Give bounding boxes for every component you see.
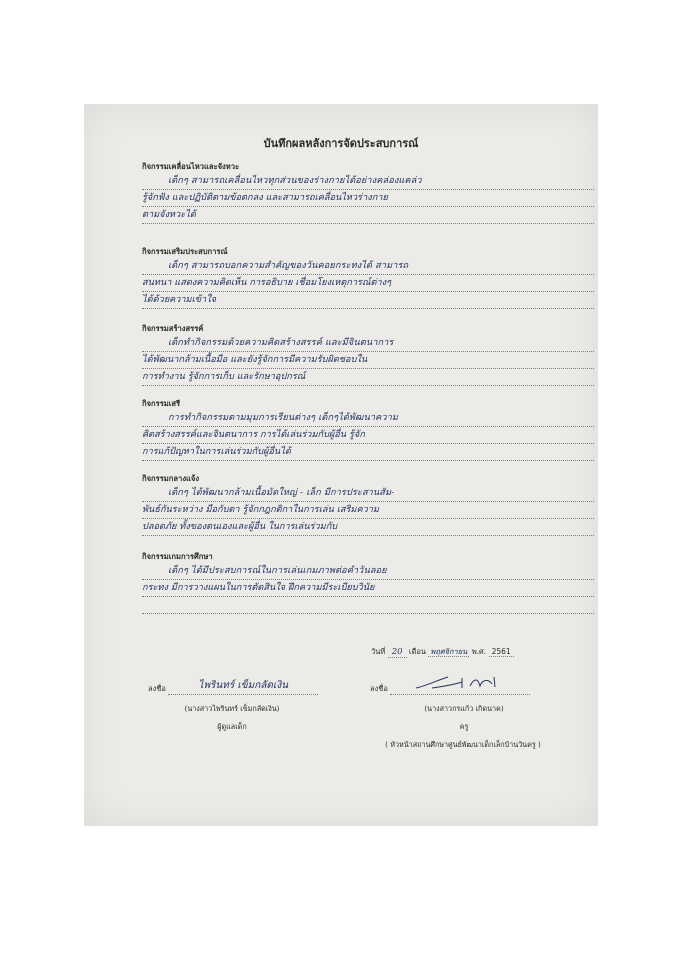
section-educational-game [142, 552, 594, 614]
section-free-play [142, 399, 594, 461]
date-year-label: พ.ศ. [471, 647, 487, 656]
section-outdoor [142, 474, 594, 536]
signature-area [84, 640, 598, 820]
teacher-signature [390, 678, 530, 695]
teacher-role: ครู [459, 722, 469, 731]
caregiver-role: ผู้ดูแลเด็ก [217, 722, 247, 731]
section-creative [142, 324, 594, 386]
text-line: คิดสร้างสรรค์และจินตนาการ การได้เล่นร่วมกับผู้อื่น รู้จัก [142, 427, 594, 444]
text-line: เด็กๆ ได้พัฒนากล้ามเนื้อมัดใหญ่ - เล็ก มีการประสานสัม- [142, 485, 594, 502]
text-line: เด็กๆ ได้มีประสบการณ์ในการเล่นเกมภาพต่อคำวันลอย [142, 563, 594, 580]
caregiver-name: (นางสาวไพรินทร์ เข็มกลัดเงิน) [184, 704, 280, 713]
section-label: กิจกรรมเกมการศึกษา [142, 552, 213, 561]
date-month: พฤศจิกายน [430, 647, 468, 656]
text-line [142, 597, 594, 614]
signature-teacher [370, 678, 530, 695]
date-year: 2561 [489, 647, 514, 657]
section-label: กิจกรรมกลางแจ้ง [142, 474, 200, 483]
section-movement [142, 162, 594, 224]
teacher-name: (นางสาวกรแก้ว เกิดนาค) [424, 704, 504, 713]
text-line: ตามจังหวะได้ [142, 207, 594, 224]
date-day: 20 [388, 647, 407, 658]
text-line: ได้ด้วยความเข้าใจ [142, 292, 594, 309]
signature-caregiver [148, 678, 318, 695]
sign-label: ลงชื่อ [148, 684, 166, 693]
text-line: เด็กทำกิจกรรมด้วยความคิดสร้างสรรค์ และมีจินตนาการ [142, 335, 594, 352]
text-line: การแก้ปัญหาในการเล่นร่วมกับผู้อื่นได้ [142, 444, 594, 461]
section-experience [142, 247, 594, 309]
text-line: ได้พัฒนากล้ามเนื้อมือ และยังรู้จักการมีความรับผิดชอบใน [142, 352, 594, 369]
text-line: พันธ์กันระหว่าง มือกับตา รู้จักกฎกติกาในการเล่น เสริมความ [142, 502, 594, 519]
text-line: การทำกิจกรรมตามมุมการเรียนต่างๆ เด็กๆได้พัฒนาความ [142, 410, 594, 427]
date-month-label: เดือน [408, 647, 426, 656]
text-line: เด็กๆ สามารถบอกความสำคัญของวันคอยกระทงได้ สามารถ [142, 258, 594, 275]
text-line: รู้จักฟัง และปฏิบัติตามข้อตกลง และสามารถเคลื่อนไหวร่างกาย [142, 190, 594, 207]
signature-scribble-icon [412, 674, 502, 692]
teacher-role-detail: ( หัวหน้าสถานศึกษาศูนย์พัฒนาเด็กเล็กบ้านวันครู ) [385, 740, 541, 749]
date-day-label: วันที่ [371, 647, 386, 656]
section-label: กิจกรรมเสริมประสบการณ์ [142, 247, 228, 256]
text-line: การทำงาน รู้จักการเก็บ และรักษาอุปกรณ์ [142, 369, 594, 386]
date-row [371, 646, 514, 658]
document-title: บันทึกผลหลังการจัดประสบการณ์ [263, 137, 419, 150]
section-label: กิจกรรมเคลื่อนไหวและจังหวะ [142, 162, 240, 171]
text-line: สนทนา แสดงความคิดเห็น การอธิบาย เชื่อมโยงเหตุการณ์ต่างๆ [142, 275, 594, 292]
text-line: เด็กๆ สามารถเคลื่อนไหวทุกส่วนของร่างกายได้อย่างคล่องแคล่ว [142, 173, 594, 190]
sign-label: ลงชื่อ [370, 684, 388, 693]
document-page [84, 104, 598, 826]
handwritten-signature: ไพรินทร์ เข็มกลัดเงิน [168, 678, 318, 695]
section-label: กิจกรรมเสรี [142, 399, 181, 408]
text-line: กระทง มีการวางแผนในการตัดสินใจ ฝึกความมีระเบียบวินัย [142, 580, 594, 597]
text-line: ปลอดภัย ทั้งของตนเองและผู้อื่น ในการเล่นร่วมกับ [142, 519, 594, 536]
section-label: กิจกรรมสร้างสรรค์ [142, 324, 204, 333]
